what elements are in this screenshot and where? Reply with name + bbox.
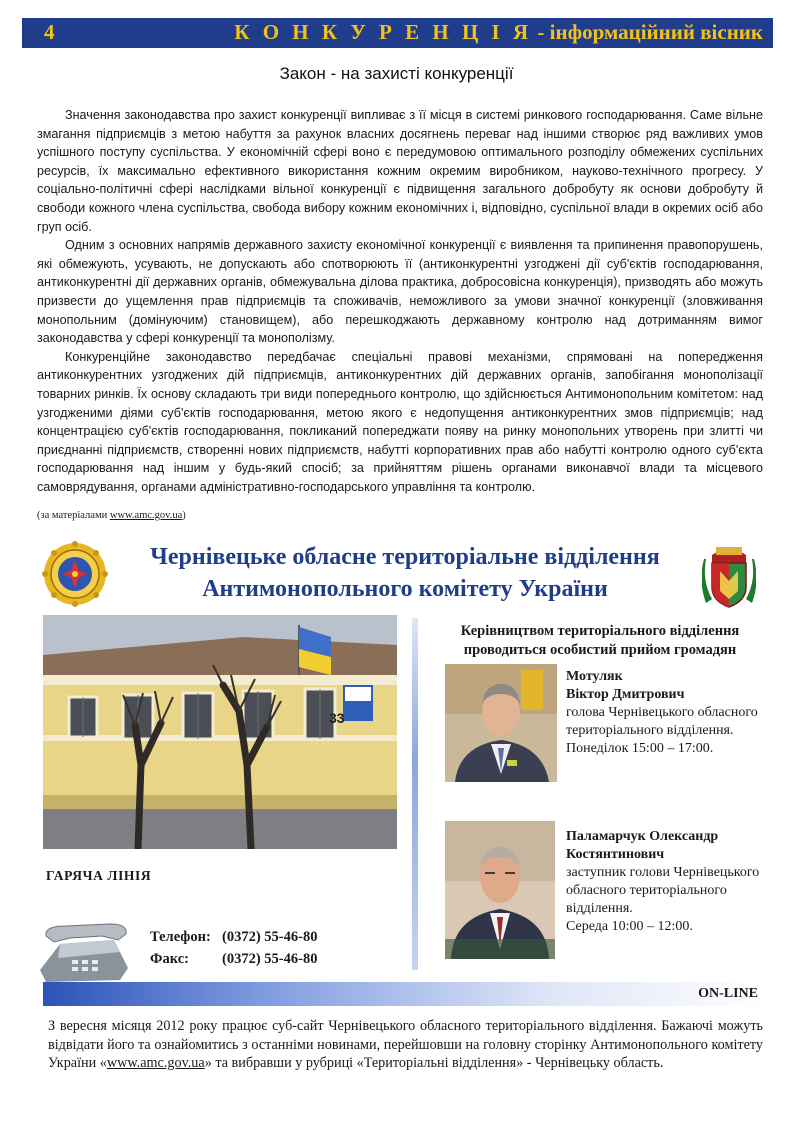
department-title-line1: Чернівецьке обласне територіальне відділення	[150, 544, 660, 570]
newsletter-title-subtitle: - інформаційний вісник	[532, 20, 763, 44]
person-position: голова Чернівецького обласного територіального відділення.	[566, 705, 758, 738]
online-text	[48, 1017, 763, 1073]
hotline-label: ГАРЯЧА ЛІНІЯ	[46, 868, 152, 883]
phone-row	[150, 926, 317, 948]
fax-row	[150, 948, 317, 970]
header-bar	[22, 18, 773, 48]
source-suffix: )	[182, 510, 186, 521]
person-card-deputy	[566, 828, 776, 936]
person-schedule: Понеділок 15:00 – 17:00.	[566, 741, 714, 756]
online-text-start: З вересня місяця 2012 року працює суб-сайт Чернівецького обласного територіального відділення. Бажаючі можуть відвідати його та ознайомитись з останніми новинами, перейшовши на головну сторінку Антимонопольного комітету України «	[48, 1018, 763, 1072]
page-number: 4	[44, 20, 55, 44]
head-portrait-photo	[445, 664, 557, 782]
article-paragraph: Значення законодавства про захист конкуренції випливає з її місця в системі ринкового господарювання. Саме вільне змагання підприємців з метою набуття за рахунок власних досягнень переваг над іншими створює ряд важливих умов успішного поступу суспільства. У економічній сфері воно є передумовою оптимального розподілу обмежених суспільних ресурсів, їх максимально ефективного використання кожним окремим виробником, науково-технічного прогресу. У соціально-політичні сфері наслідками вільної конкуренції є підвищення загального добробуту як основи добробуту й свободи кожного члена суспільства, свобода вибору кожним економічних і, відповідно, суспільної влади в окремих осіб або груп осіб.	[37, 108, 763, 234]
person-surname: Паламарчук Олександр	[566, 829, 719, 844]
article-body	[37, 106, 763, 496]
article-paragraph: Одним з основних напрямів державного захисту економічної конкуренції є виявлення та припинення правопорушень, які обмежують, усувають, не допускають або спотворюють її (антиконкурентні узгоджені дії суб'єктів господарювання, антиконкурентні дії державних органів, обмежувальна ділова практика, добросовісна конкуренція), призводять або можуть призвести до ущемлення прав підприємців та споживачів, неможливого за умови значної конкуренції (зловживання монопольним (домінуючим) становищем), або перешкоджають державному контролю над дотриманням вимог законодавства у сфері конкуренції та монополізму.	[37, 238, 763, 346]
house-number: 33	[329, 710, 345, 726]
deputy-portrait-photo	[445, 821, 555, 959]
fax-label: Факс:	[150, 951, 189, 967]
source-link[interactable]: www.amc.gov.ua	[109, 510, 183, 521]
department-title	[110, 541, 700, 605]
person-card-head	[566, 668, 776, 758]
reception-title: Керівництвом територіального відділення проводиться особистий прийом громадян	[460, 623, 740, 658]
newsletter-title-main: К О Н К У Р Е Н Ц І Я	[234, 20, 533, 44]
office-building-photo	[43, 615, 397, 849]
source-prefix: (за матеріалами	[37, 510, 110, 521]
chernivtsi-coat-of-arms-icon	[702, 541, 756, 609]
newsletter-title	[234, 20, 763, 45]
telephone-icon	[36, 922, 132, 984]
amc-emblem-icon	[42, 541, 108, 607]
person-position: заступник голови Чернівецького обласного територіального відділення.	[566, 865, 760, 916]
column-divider	[412, 618, 418, 970]
online-label: ON-LINE	[698, 986, 758, 1001]
article-title: Закон - на захисті конкуренції	[279, 64, 514, 83]
person-name: Віктор Дмитрович	[566, 687, 685, 702]
person-schedule: Середа 10:00 – 12:00.	[566, 919, 693, 934]
phone-number[interactable]: (0372) 55-46-80	[222, 929, 318, 945]
fax-number: (0372) 55-46-80	[222, 951, 318, 967]
person-name: Костянтинович	[566, 847, 665, 862]
article-paragraph: Конкуренційне законодавство передбачає спеціальні правові механізми, спрямовані на попередження антиконкурентних узгоджених дій підприємців, антиконкурентних дій державних органів, запобігання монополізації товарних ринків. Їх основу складають три види попереднього контролю, що здійснюється Антимонопольним комітетом: над узгодженими діями суб'єктів господарювання, метою якого є недопущення антиконкурентних змов підприємців; над концентрацією суб'єктів господарювання, покликаний попереджати появу на ринку монопольних утворень при злитті чи приєднанні підприємств, створенні нових підприємств, набутті корпоративних прав або набутті контролю одного суб'єкта господарювання над іншим у будь-який спосіб; за прийняттям рішень органами виконавчої влади та місцевого самоврядування, органами адміністративно-господарського управління та контролю.	[37, 349, 763, 494]
amc-website-link[interactable]: www.amc.gov.ua	[106, 1055, 205, 1072]
phone-label: Телефон:	[150, 929, 211, 945]
online-text-end: » та вибравши у рубриці «Територіальні відділення» - Чернівецьку область.	[204, 1055, 664, 1072]
department-title-line2: Антимонопольного комітету України	[202, 576, 608, 602]
source-note	[37, 510, 186, 521]
hotline-contacts	[150, 926, 317, 970]
online-bar	[43, 982, 770, 1006]
person-surname: Мотуляк	[566, 669, 623, 684]
